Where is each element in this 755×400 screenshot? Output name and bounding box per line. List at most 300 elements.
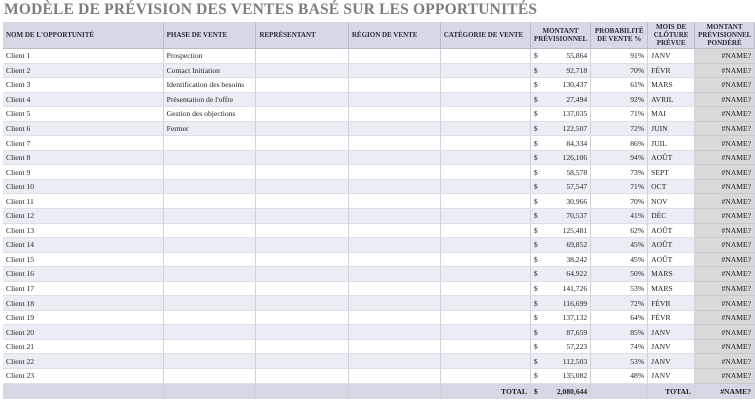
cell-phase[interactable] <box>163 194 256 209</box>
cell-probability[interactable]: 85% <box>591 325 648 340</box>
cell-region[interactable] <box>348 209 440 224</box>
total-weighted[interactable]: #NAME? <box>695 383 755 399</box>
currency-symbol: $ <box>533 356 538 366</box>
cell-rep[interactable] <box>256 121 348 136</box>
currency-symbol: $ <box>533 269 538 279</box>
cell-name[interactable]: Client 20 <box>3 325 163 340</box>
cell-probability[interactable]: 50% <box>591 267 648 282</box>
total-row <box>3 383 755 399</box>
cell-name[interactable]: Client 17 <box>3 281 163 296</box>
currency-symbol: $ <box>533 138 538 148</box>
cell-name[interactable]: Client 7 <box>3 136 163 151</box>
currency-symbol: $ <box>533 51 538 61</box>
amount-value: 55,864 <box>566 51 588 61</box>
cell-weighted[interactable]: #NAME? <box>695 78 755 93</box>
cell-region[interactable] <box>348 165 440 180</box>
cell-probability[interactable]: 72% <box>591 121 648 136</box>
col-header-name[interactable]: NOM DE L'OPPORTUNITÉ <box>3 22 163 49</box>
cell-amount[interactable] <box>530 281 590 296</box>
table-row <box>3 150 755 165</box>
cell-weighted[interactable]: #NAME? <box>695 310 755 325</box>
col-header-category[interactable]: CATÉGORIE DE VENTE <box>440 22 530 49</box>
cell-rep[interactable] <box>256 194 348 209</box>
cell-probability[interactable]: 71% <box>591 179 648 194</box>
cell-month[interactable]: AOÛT <box>648 238 695 253</box>
cell-name[interactable]: Client 22 <box>3 354 163 369</box>
header-row <box>3 22 755 49</box>
currency-symbol: $ <box>533 386 538 396</box>
amount-value: 137,132 <box>562 313 588 323</box>
cell-amount[interactable] <box>530 238 590 253</box>
currency-symbol: $ <box>533 240 538 250</box>
currency-symbol: $ <box>533 124 538 133</box>
cell-month[interactable]: JANV <box>648 339 695 354</box>
table-row <box>3 281 755 296</box>
cell-name[interactable]: Client 21 <box>3 339 163 354</box>
cell-amount[interactable] <box>530 194 590 209</box>
cell-probability[interactable]: 62% <box>591 223 648 238</box>
table-row <box>3 121 755 136</box>
cell-amount[interactable] <box>530 150 590 165</box>
cell-name[interactable]: Client 8 <box>3 150 163 165</box>
cell-phase[interactable] <box>163 223 256 238</box>
cell-region[interactable] <box>348 63 440 78</box>
cell-probability[interactable]: 45% <box>591 238 648 253</box>
cell-amount[interactable] <box>530 369 590 384</box>
cell-category[interactable] <box>440 63 530 78</box>
currency-symbol: $ <box>533 342 538 352</box>
cell-name[interactable]: Client 12 <box>3 209 163 224</box>
cell-amount[interactable] <box>530 354 590 369</box>
cell-month[interactable]: JANV <box>648 369 695 384</box>
cell-probability[interactable]: 73% <box>591 165 648 180</box>
cell-region[interactable] <box>348 194 440 209</box>
amount-value: 135,082 <box>562 371 588 381</box>
cell-weighted[interactable]: #NAME? <box>695 121 755 136</box>
cell-weighted[interactable]: #NAME? <box>695 339 755 354</box>
cell-category[interactable] <box>440 194 530 209</box>
table-row <box>3 252 755 267</box>
cell-amount[interactable] <box>530 209 590 224</box>
cell-amount[interactable] <box>530 296 590 311</box>
cell-region[interactable] <box>348 121 440 136</box>
cell-phase[interactable] <box>163 325 256 340</box>
cell-region[interactable] <box>348 238 440 253</box>
cell-category[interactable] <box>440 369 530 384</box>
cell-amount[interactable] <box>530 325 590 340</box>
cell-weighted[interactable]: #NAME? <box>695 179 755 194</box>
cell-phase[interactable] <box>163 354 256 369</box>
cell-phase[interactable] <box>163 252 256 267</box>
cell-rep[interactable] <box>256 281 348 296</box>
cell-phase[interactable] <box>163 136 256 151</box>
cell-amount[interactable] <box>530 136 590 151</box>
table-body <box>3 49 755 384</box>
cell-name[interactable]: Client 15 <box>3 252 163 267</box>
total-label[interactable]: TOTAL <box>440 383 530 399</box>
currency-symbol: $ <box>533 109 538 119</box>
cell-amount[interactable] <box>530 267 590 282</box>
cell-probability[interactable]: 91% <box>591 49 648 64</box>
col-header-phase[interactable]: PHASE DE VENTE <box>163 22 256 49</box>
cell-name[interactable]: Client 4 <box>3 92 163 107</box>
col-header-probability[interactable]: PROBABILITÉ DE VENTE % <box>591 22 648 49</box>
cell-category[interactable] <box>440 136 530 151</box>
col-header-weighted[interactable]: MONTANT PRÉVISIONNEL PONDÉRÉ <box>695 22 755 49</box>
currency-symbol: $ <box>533 182 538 192</box>
cell-phase[interactable]: Identification des besoins <box>163 78 256 93</box>
amount-value: 30,966 <box>566 196 588 206</box>
cell-weighted[interactable]: #NAME? <box>695 281 755 296</box>
total-amount: 2,080,644 <box>556 386 588 396</box>
table-row <box>3 354 755 369</box>
amount-value: 58,578 <box>566 167 588 177</box>
cell-weighted[interactable]: #NAME? <box>695 136 755 151</box>
table-row <box>3 238 755 253</box>
table-row <box>3 194 755 209</box>
cell-region[interactable] <box>348 92 440 107</box>
currency-symbol: $ <box>533 298 538 308</box>
cell-probability[interactable]: 72% <box>591 296 648 311</box>
cell-rep[interactable] <box>256 136 348 151</box>
amount-value: 122,507 <box>562 124 588 133</box>
cell-month[interactable]: FÉVR <box>648 310 695 325</box>
cell-region[interactable] <box>348 339 440 354</box>
table-row <box>3 339 755 354</box>
cell-region[interactable] <box>348 281 440 296</box>
cell-category[interactable] <box>440 121 530 136</box>
cell-region[interactable] <box>348 49 440 64</box>
cell-probability[interactable]: 61% <box>591 78 648 93</box>
table-row <box>3 267 755 282</box>
table-row <box>3 78 755 93</box>
cell-amount[interactable] <box>530 107 590 122</box>
cell-category[interactable] <box>440 281 530 296</box>
cell-weighted[interactable]: #NAME? <box>695 369 755 384</box>
total-cell-empty[interactable] <box>256 383 348 399</box>
cell-phase[interactable]: Gestion des objections <box>163 107 256 122</box>
cell-amount[interactable] <box>530 121 590 136</box>
cell-weighted[interactable]: #NAME? <box>695 296 755 311</box>
cell-phase[interactable] <box>163 267 256 282</box>
currency-symbol: $ <box>533 327 538 337</box>
amount-value: 130,437 <box>562 80 588 90</box>
cell-rep[interactable] <box>256 296 348 311</box>
cell-phase[interactable] <box>163 296 256 311</box>
cell-category[interactable] <box>440 150 530 165</box>
cell-phase[interactable]: Fermer <box>163 121 256 136</box>
cell-probability[interactable]: 53% <box>591 354 648 369</box>
amount-value: 70,537 <box>566 211 588 221</box>
cell-category[interactable] <box>440 78 530 93</box>
cell-amount[interactable] <box>530 78 590 93</box>
cell-rep[interactable] <box>256 339 348 354</box>
cell-rep[interactable] <box>256 179 348 194</box>
table-row <box>3 107 755 122</box>
cell-month[interactable]: JUIL <box>648 136 695 151</box>
cell-phase[interactable] <box>163 339 256 354</box>
cell-probability[interactable]: 70% <box>591 194 648 209</box>
cell-rep[interactable] <box>256 354 348 369</box>
amount-value: 57,223 <box>566 342 588 352</box>
cell-name[interactable]: Client 11 <box>3 194 163 209</box>
cell-weighted[interactable]: #NAME? <box>695 252 755 267</box>
amount-value: 137,035 <box>562 109 588 119</box>
cell-amount[interactable] <box>530 92 590 107</box>
cell-name[interactable]: Client 16 <box>3 267 163 282</box>
cell-name[interactable]: Client 14 <box>3 238 163 253</box>
amount-value: 126,106 <box>562 153 588 163</box>
cell-amount[interactable] <box>530 49 590 64</box>
cell-region[interactable] <box>348 223 440 238</box>
cell-amount[interactable] <box>530 223 590 238</box>
cell-region[interactable] <box>348 252 440 267</box>
cell-region[interactable] <box>348 296 440 311</box>
cell-probability[interactable]: 92% <box>591 92 648 107</box>
cell-probability[interactable]: 71% <box>591 107 648 122</box>
cell-phase[interactable]: Prospection <box>163 49 256 64</box>
cell-rep[interactable] <box>256 63 348 78</box>
amount-value: 69,852 <box>566 240 588 250</box>
cell-name[interactable]: Client 5 <box>3 107 163 122</box>
amount-value: 84,334 <box>566 138 588 148</box>
cell-weighted[interactable]: #NAME? <box>695 209 755 224</box>
amount-value: 125,481 <box>562 225 588 235</box>
cell-probability[interactable]: 48% <box>591 369 648 384</box>
cell-phase[interactable] <box>163 281 256 296</box>
cell-probability[interactable]: 64% <box>591 310 648 325</box>
cell-amount[interactable] <box>530 165 590 180</box>
cell-phase[interactable]: Contact Initiation <box>163 63 256 78</box>
cell-category[interactable] <box>440 296 530 311</box>
total-cell-empty[interactable] <box>3 383 163 399</box>
cell-category[interactable] <box>440 49 530 64</box>
cell-rep[interactable] <box>256 92 348 107</box>
currency-symbol: $ <box>533 153 538 163</box>
cell-region[interactable] <box>348 369 440 384</box>
cell-name[interactable]: Client 10 <box>3 179 163 194</box>
cell-category[interactable] <box>440 223 530 238</box>
table-row <box>3 223 755 238</box>
cell-rep[interactable] <box>256 78 348 93</box>
cell-month[interactable]: NOV <box>648 194 695 209</box>
cell-month[interactable]: JANV <box>648 354 695 369</box>
table-row <box>3 296 755 311</box>
table-row <box>3 310 755 325</box>
cell-probability[interactable]: 41% <box>591 209 648 224</box>
cell-month[interactable]: OCT <box>648 179 695 194</box>
cell-weighted[interactable]: #NAME? <box>695 354 755 369</box>
currency-symbol: $ <box>533 225 538 235</box>
cell-month[interactable]: AVRIL <box>648 92 695 107</box>
cell-phase[interactable] <box>163 369 256 384</box>
cell-category[interactable] <box>440 354 530 369</box>
cell-region[interactable] <box>348 78 440 93</box>
cell-amount[interactable] <box>530 63 590 78</box>
table-row <box>3 136 755 151</box>
cell-weighted[interactable]: #NAME? <box>695 238 755 253</box>
cell-month[interactable]: AOÛT <box>648 223 695 238</box>
cell-probability[interactable]: 45% <box>591 252 648 267</box>
cell-rep[interactable] <box>256 165 348 180</box>
amount-value: 87,659 <box>566 327 588 337</box>
cell-amount[interactable] <box>530 339 590 354</box>
cell-category[interactable] <box>440 209 530 224</box>
cell-region[interactable] <box>348 136 440 151</box>
cell-category[interactable] <box>440 179 530 194</box>
cell-name[interactable]: Client 19 <box>3 310 163 325</box>
cell-category[interactable] <box>440 252 530 267</box>
cell-region[interactable] <box>348 267 440 282</box>
cell-probability[interactable]: 53% <box>591 281 648 296</box>
amount-value: 112,503 <box>562 356 588 366</box>
cell-month[interactable]: FÉVR <box>648 63 695 78</box>
cell-name[interactable]: Client 13 <box>3 223 163 238</box>
forecast-table <box>3 22 755 399</box>
cell-rep[interactable] <box>256 325 348 340</box>
cell-probability[interactable]: 74% <box>591 339 648 354</box>
cell-region[interactable] <box>348 310 440 325</box>
cell-month[interactable]: DÉC <box>648 209 695 224</box>
cell-category[interactable] <box>440 107 530 122</box>
cell-name[interactable]: Client 2 <box>3 63 163 78</box>
table-row <box>3 165 755 180</box>
total-cell-empty[interactable] <box>348 383 440 399</box>
cell-weighted[interactable]: #NAME? <box>695 325 755 340</box>
currency-symbol: $ <box>533 167 538 177</box>
cell-category[interactable] <box>440 267 530 282</box>
cell-name[interactable]: Client 3 <box>3 78 163 93</box>
cell-name[interactable]: Client 1 <box>3 49 163 64</box>
cell-month[interactable]: JANV <box>648 325 695 340</box>
cell-month[interactable]: JANV <box>648 49 695 64</box>
cell-rep[interactable] <box>256 310 348 325</box>
cell-region[interactable] <box>348 354 440 369</box>
table-row <box>3 209 755 224</box>
cell-weighted[interactable]: #NAME? <box>695 223 755 238</box>
cell-month[interactable]: JUIN <box>648 121 695 136</box>
currency-symbol: $ <box>533 65 538 75</box>
cell-category[interactable] <box>440 325 530 340</box>
amount-value: 57,547 <box>566 182 588 192</box>
amount-value: 92,718 <box>566 65 588 75</box>
cell-month[interactable]: SEPT <box>648 165 695 180</box>
amount-value: 38,242 <box>566 254 588 264</box>
cell-name[interactable]: Client 23 <box>3 369 163 384</box>
total-label-2[interactable]: TOTAL <box>648 383 695 399</box>
cell-phase[interactable] <box>163 179 256 194</box>
cell-phase[interactable] <box>163 165 256 180</box>
cell-phase[interactable] <box>163 209 256 224</box>
cell-rep[interactable] <box>256 150 348 165</box>
currency-symbol: $ <box>533 371 538 381</box>
col-header-amount[interactable]: MONTANT PRÉVISIONNEL <box>530 22 590 49</box>
cell-weighted[interactable]: #NAME? <box>695 194 755 209</box>
amount-value: 27,494 <box>566 94 588 104</box>
cell-category[interactable] <box>440 92 530 107</box>
currency-symbol: $ <box>533 254 538 264</box>
cell-month[interactable]: MAI <box>648 107 695 122</box>
cell-weighted[interactable]: #NAME? <box>695 150 755 165</box>
cell-phase[interactable] <box>163 310 256 325</box>
cell-region[interactable] <box>348 179 440 194</box>
currency-symbol: $ <box>533 313 538 323</box>
amount-value: 64,922 <box>566 269 588 279</box>
col-header-region[interactable]: RÉGION DE VENTE <box>348 22 440 49</box>
cell-phase[interactable] <box>163 238 256 253</box>
total-cell-empty[interactable] <box>163 383 256 399</box>
cell-month[interactable]: AOÛT <box>648 150 695 165</box>
cell-weighted[interactable]: #NAME? <box>695 267 755 282</box>
cell-rep[interactable] <box>256 252 348 267</box>
currency-symbol: $ <box>533 211 538 221</box>
cell-category[interactable] <box>440 310 530 325</box>
cell-region[interactable] <box>348 325 440 340</box>
cell-amount[interactable] <box>530 310 590 325</box>
cell-month[interactable]: MARS <box>648 267 695 282</box>
cell-month[interactable]: MARS <box>648 281 695 296</box>
cell-category[interactable] <box>440 238 530 253</box>
cell-probability[interactable]: 94% <box>591 150 648 165</box>
table-row <box>3 63 755 78</box>
cell-name[interactable]: Client 18 <box>3 296 163 311</box>
cell-month[interactable]: AOÛT <box>648 252 695 267</box>
cell-rep[interactable] <box>256 223 348 238</box>
total-cell-empty[interactable] <box>591 383 648 399</box>
cell-weighted[interactable]: #NAME? <box>695 92 755 107</box>
col-header-rep[interactable]: REPRÉSENTANT <box>256 22 348 49</box>
cell-month[interactable]: MARS <box>648 78 695 93</box>
currency-symbol: $ <box>533 94 538 104</box>
cell-rep[interactable] <box>256 107 348 122</box>
currency-symbol: $ <box>533 80 538 90</box>
currency-symbol: $ <box>533 284 538 294</box>
cell-rep[interactable] <box>256 49 348 64</box>
currency-symbol: $ <box>533 196 538 206</box>
cell-region[interactable] <box>348 107 440 122</box>
cell-category[interactable] <box>440 165 530 180</box>
cell-weighted[interactable]: #NAME? <box>695 165 755 180</box>
cell-weighted[interactable]: #NAME? <box>695 107 755 122</box>
amount-value: 116,699 <box>562 298 588 308</box>
cell-amount[interactable] <box>530 179 590 194</box>
cell-phase[interactable] <box>163 150 256 165</box>
cell-name[interactable]: Client 6 <box>3 121 163 136</box>
cell-probability[interactable]: 70% <box>591 63 648 78</box>
cell-month[interactable]: FÉVR <box>648 296 695 311</box>
table-row <box>3 325 755 340</box>
table-row <box>3 369 755 384</box>
table-row <box>3 179 755 194</box>
page-title: MODÈLE DE PRÉVISION DES VENTES BASÉ SUR LES OPPORTUNITÉS <box>4 1 538 18</box>
table-row <box>3 92 755 107</box>
cell-phase[interactable]: Présentation de l'offre <box>163 92 256 107</box>
cell-region[interactable] <box>348 150 440 165</box>
cell-weighted[interactable]: #NAME? <box>695 63 755 78</box>
cell-weighted[interactable]: #NAME? <box>695 49 755 64</box>
total-amount-cell[interactable] <box>530 383 590 399</box>
cell-rep[interactable] <box>256 369 348 384</box>
col-header-month[interactable]: MOIS DE CLÔTURE PRÉVUE <box>648 22 695 49</box>
amount-value: 141,726 <box>562 284 588 294</box>
cell-rep[interactable] <box>256 209 348 224</box>
cell-probability[interactable]: 86% <box>591 136 648 151</box>
cell-category[interactable] <box>440 339 530 354</box>
cell-name[interactable]: Client 9 <box>3 165 163 180</box>
cell-rep[interactable] <box>256 238 348 253</box>
cell-amount[interactable] <box>530 252 590 267</box>
cell-rep[interactable] <box>256 267 348 282</box>
